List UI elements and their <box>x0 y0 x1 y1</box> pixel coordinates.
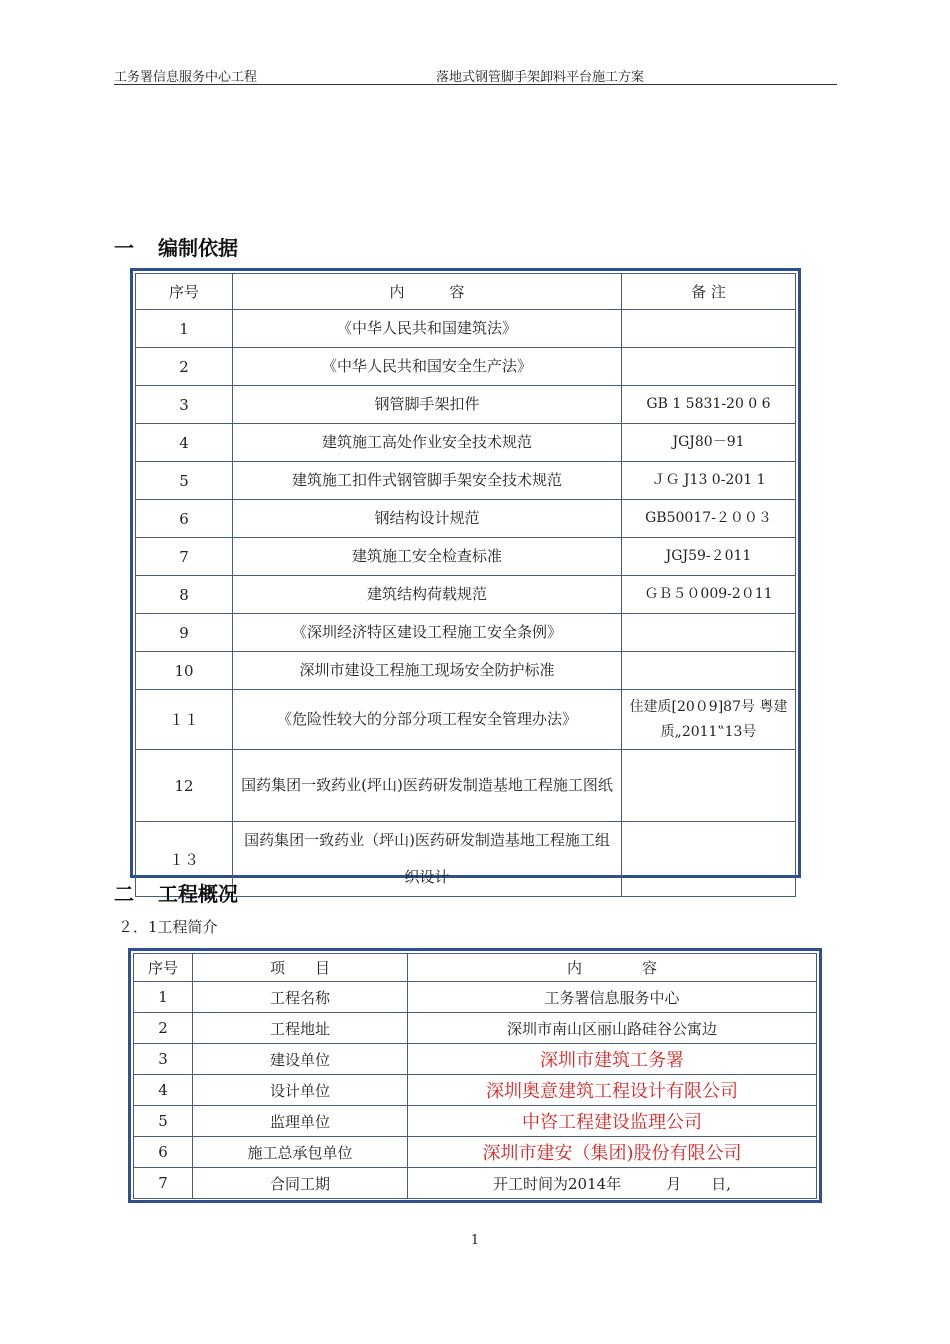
basis-standard-code: GB 1 5831-20 0 6 <box>622 386 796 424</box>
basis-document-name: 《深圳经济特区建设工程施工安全条例》 <box>233 614 622 652</box>
project-field-label: 合同工期 <box>193 1168 408 1199</box>
basis-standard-code: ＪＧ J13 0-201 1 <box>622 462 796 500</box>
basis-document-name: 《中华人民共和国安全生产法》 <box>233 348 622 386</box>
table-row <box>134 1044 817 1075</box>
column-header: 序号 <box>134 954 193 982</box>
row-number: 10 <box>136 652 233 690</box>
row-number: 1 <box>134 982 193 1013</box>
basis-standard-code <box>622 348 796 386</box>
basis-document-name: 建筑施工高处作业安全技术规范 <box>233 424 622 462</box>
basis-standard-code <box>622 652 796 690</box>
table-row <box>136 348 796 386</box>
table-row <box>136 690 796 750</box>
row-number: 2 <box>136 348 233 386</box>
table-row <box>136 750 796 822</box>
row-number: 3 <box>136 386 233 424</box>
column-header: 内 容 <box>233 274 622 310</box>
section-2-heading <box>114 878 238 907</box>
table-row <box>134 982 817 1013</box>
column-header: 内 容 <box>408 954 817 982</box>
section-1-number: 一 <box>114 236 134 260</box>
basis-standard-code: GB50017-２００３ <box>622 500 796 538</box>
row-number: 12 <box>136 750 233 822</box>
row-number: 3 <box>134 1044 193 1075</box>
column-header: 序号 <box>136 274 233 310</box>
table-row <box>136 538 796 576</box>
project-field-value: 开工时间为2014年 月 日, <box>408 1168 817 1199</box>
row-number: 6 <box>134 1137 193 1168</box>
page-number: 1 <box>470 1233 480 1248</box>
subsection-title: ２．1工程简介 <box>118 918 218 936</box>
table-row <box>136 614 796 652</box>
basis-standard-code <box>622 310 796 348</box>
overview-table-frame <box>128 948 822 1203</box>
row-number: １１ <box>136 690 233 750</box>
basis-document-name: 钢结构设计规范 <box>233 500 622 538</box>
basis-standard-code: JGJ80－91 <box>622 424 796 462</box>
overview-table <box>133 953 817 1199</box>
basis-table <box>135 273 796 897</box>
basis-standard-code <box>622 822 796 897</box>
project-field-value: 深圳奥意建筑工程设计有限公司 <box>408 1075 817 1106</box>
basis-document-name: 建筑施工安全检查标准 <box>233 538 622 576</box>
page-header <box>114 64 837 85</box>
basis-standard-code <box>622 614 796 652</box>
basis-standard-code <box>622 750 796 822</box>
row-number: 8 <box>136 576 233 614</box>
section-1-heading <box>114 232 238 261</box>
project-field-label: 监理单位 <box>193 1106 408 1137</box>
row-number: 5 <box>136 462 233 500</box>
basis-standard-code: ＧＢ５０009-2０11 <box>622 576 796 614</box>
column-header: 项 目 <box>193 954 408 982</box>
basis-document-name: 深圳市建设工程施工现场安全防护标准 <box>233 652 622 690</box>
project-field-value: 工务署信息服务中心 <box>408 982 817 1013</box>
basis-document-name: 钢管脚手架扣件 <box>233 386 622 424</box>
table-row <box>136 310 796 348</box>
basis-document-name: 建筑结构荷载规范 <box>233 576 622 614</box>
table-row <box>136 500 796 538</box>
section-2-number: 二 <box>114 882 134 906</box>
project-field-label: 工程地址 <box>193 1013 408 1044</box>
section-2-title: 工程概况 <box>158 882 238 906</box>
table-row <box>134 1106 817 1137</box>
basis-standard-code: JGJ59-２011 <box>622 538 796 576</box>
project-field-value: 中咨工程建设监理公司 <box>408 1106 817 1137</box>
header-project-name: 工务署信息服务中心工程 <box>114 70 258 85</box>
basis-document-name: 建筑施工扣件式钢管脚手架安全技术规范 <box>233 462 622 500</box>
row-number: 9 <box>136 614 233 652</box>
table-row <box>134 1137 817 1168</box>
project-field-label: 建设单位 <box>193 1044 408 1075</box>
basis-table-frame <box>130 268 801 886</box>
row-number: 7 <box>134 1168 193 1199</box>
basis-standard-code: 住建质[20０9]87号 粤建质„2011‟13号 <box>622 690 796 750</box>
section-1-title: 编制依据 <box>158 236 238 260</box>
project-field-value: 深圳市南山区丽山路硅谷公寓边 <box>408 1013 817 1044</box>
row-number: 4 <box>134 1075 193 1106</box>
table-header-row <box>134 954 817 982</box>
table-row <box>136 424 796 462</box>
project-field-label: 施工总承包单位 <box>193 1137 408 1168</box>
table-header-row <box>136 274 796 310</box>
column-header: 备 注 <box>622 274 796 310</box>
row-number: 5 <box>134 1106 193 1137</box>
row-number: 6 <box>136 500 233 538</box>
project-field-value: 深圳市建安（集团)股份有限公司 <box>408 1137 817 1168</box>
table-row <box>136 462 796 500</box>
table-row <box>136 652 796 690</box>
table-row <box>134 1168 817 1199</box>
row-number: 1 <box>136 310 233 348</box>
project-field-label: 设计单位 <box>193 1075 408 1106</box>
project-field-value: 深圳市建筑工务署 <box>408 1044 817 1075</box>
row-number: 2 <box>134 1013 193 1044</box>
row-number: 7 <box>136 538 233 576</box>
row-number: １３ <box>136 822 233 897</box>
header-document-title: 落地式钢管脚手架卸料平台施工方案 <box>436 70 645 85</box>
row-number: 4 <box>136 424 233 462</box>
basis-document-name: 《中华人民共和国建筑法》 <box>233 310 622 348</box>
project-field-label: 工程名称 <box>193 982 408 1013</box>
basis-document-name: 国药集团一致药业(坪山)医药研发制造基地工程施工图纸 <box>233 750 622 822</box>
table-row <box>134 1013 817 1044</box>
basis-document-name: 国药集团一致药业（坪山)医药研发制造基地工程施工组织设计 <box>233 822 622 897</box>
table-row <box>136 576 796 614</box>
table-row <box>134 1075 817 1106</box>
table-row <box>136 386 796 424</box>
basis-document-name: 《危险性较大的分部分项工程安全管理办法》 <box>233 690 622 750</box>
